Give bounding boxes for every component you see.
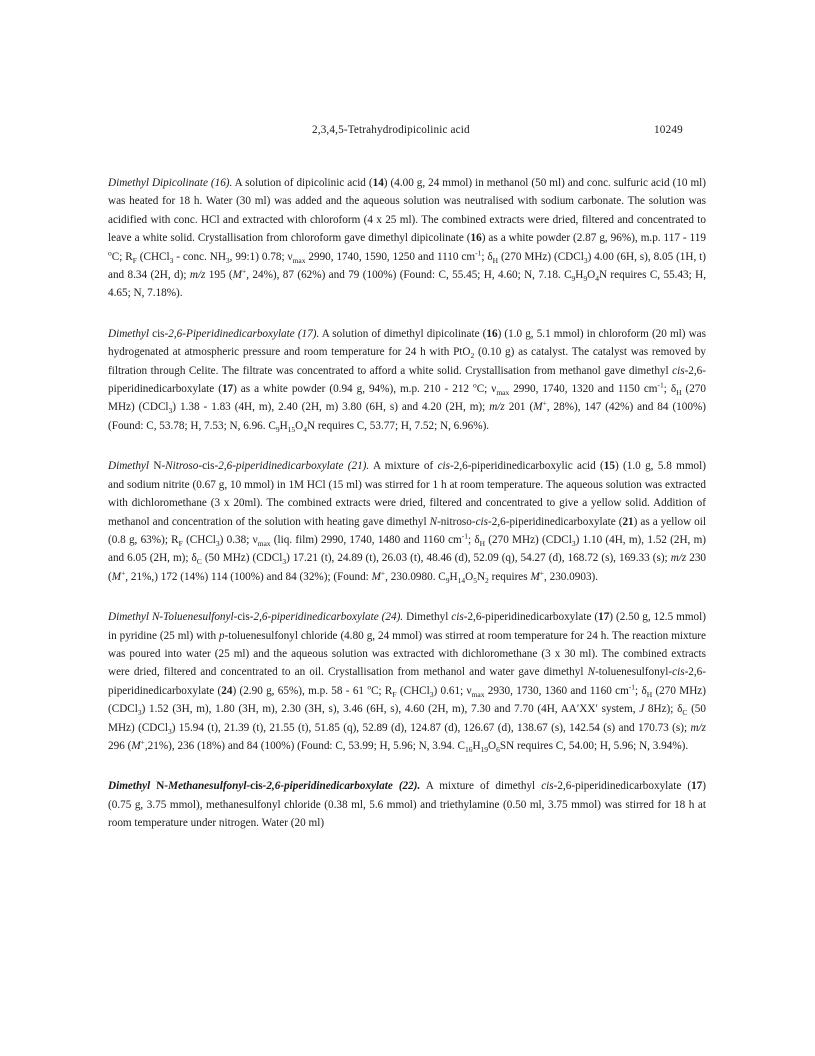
superscript: + bbox=[539, 567, 544, 577]
text-run: (270 MHz) (CDCl bbox=[108, 383, 706, 414]
text-run: ) (4.00 g, 24 mmol) in methanol (50 ml) and conc. sulfuric acid (10 ml) was heated for 18 h. Water (30 ml) was added and the aqueous solution was neutralised with sodium carbonate. The solution was acidified with conc. HCl and extracted with chloroform (4 x 25 ml). The combined extracts were dried, filtered and concentrated to leave a white solid. Crystallisation from chloroform gave dimethyl dipicolinate ( bbox=[108, 177, 706, 245]
text-run: -2,6-piperidinedicarboxylate ( bbox=[108, 666, 706, 697]
text-run: ) 1.52 (3H, m), 1.80 (3H, m), 2.30 (3H, s), 3.46 (6H, s), 4.60 (2H, m), 7.30 and 7.70 (4H, AA′XX′ system, bbox=[141, 703, 640, 716]
bold-run: 16 bbox=[470, 232, 482, 245]
subscript: 3 bbox=[168, 406, 173, 416]
text-run: C; R bbox=[371, 684, 393, 697]
italic-run: -Nitroso- bbox=[161, 460, 203, 473]
text-run: ) (2.50 g, 12.5 mmol) in pyridine (25 ml) with bbox=[108, 611, 706, 642]
subscript: 3 bbox=[215, 539, 220, 549]
superscript: + bbox=[380, 567, 386, 577]
italic-run: -2,6-piperidinedicarboxylate (21). bbox=[214, 460, 370, 473]
text-run: 296 ( bbox=[108, 739, 132, 752]
subscript: 9 bbox=[275, 425, 280, 435]
text-run: ) 0.61; ν bbox=[433, 684, 472, 697]
text-run: 2930, 1730, 1360 and 1160 cm bbox=[484, 684, 629, 697]
italic-run: M bbox=[111, 570, 122, 583]
bold-run: 21 bbox=[622, 515, 634, 528]
subscript: 16 bbox=[464, 745, 473, 755]
text-run: -2,6-piperidinedicarboxylate ( bbox=[463, 611, 599, 624]
text-run: (50 MHz) (CDCl bbox=[108, 703, 706, 734]
paragraph-dimethyl-n-toluenesulfonyl bbox=[108, 608, 706, 755]
bold-run: N bbox=[156, 780, 165, 793]
text-run: C; R bbox=[111, 250, 133, 263]
text-run: A mixture of dimethyl bbox=[420, 780, 542, 793]
text-run: H bbox=[575, 269, 584, 282]
text-run: C; ν bbox=[476, 383, 497, 396]
italic-run: M bbox=[371, 570, 381, 583]
text-run: ) 0.38; ν bbox=[219, 533, 258, 546]
italic-run: M bbox=[232, 269, 242, 282]
bold-italic-run: -Methanesulfonyl- bbox=[164, 780, 251, 793]
subscript: 3 bbox=[169, 255, 174, 265]
text-run: H bbox=[449, 570, 458, 583]
bold-run: 14 bbox=[372, 177, 384, 189]
italic-run: cis bbox=[672, 364, 685, 377]
text-run: ) 1.10 (4H, m), 1.52 (2H, m) and 6.05 (2H, m); δ bbox=[108, 533, 707, 565]
text-run: , 21%,) 172 (14%) 114 (100%) and 84 (32%); (Found: bbox=[125, 570, 372, 583]
text-run: -toluenesulfonyl chloride (4.80 g, 24 mmol) was stirred at room temperature for 24 h. The reaction mixture was poured into water (25 ml) and the aqueous solution was extracted with dichloromethane (3 x 30 ml). The combined extracts were dried, filtered and concentrated to an oil. Crystallisation from methanol and water gave dimethyl bbox=[108, 629, 707, 679]
text-run: 2990, 1740, 1590, 1250 and 1110 cm bbox=[305, 250, 476, 263]
italic-run: m/z bbox=[690, 721, 707, 734]
text-run: ) as a white powder (0.94 g, 94%), m.p. 210 - 212 bbox=[233, 383, 473, 396]
bold-italic-run: Dimethyl bbox=[108, 780, 157, 793]
italic-run: Dimethyl bbox=[108, 460, 154, 473]
running-title: 2,3,4,5-Tetrahydrodipicolinic acid bbox=[312, 124, 470, 136]
italic-run: M bbox=[131, 739, 141, 752]
text-run: , 230.0980. C bbox=[385, 570, 446, 583]
text-run: ) (1.0 g, 5.1 mmol) in chloroform (20 ml) was hydrogenated at atmospheric pressure and room temperature for 24 h with PtO bbox=[108, 327, 706, 359]
subscript: max bbox=[496, 388, 510, 398]
text-run: -2,6-piperidinedicarboxylate ( bbox=[108, 364, 706, 396]
text-run: A solution of dipicolinic acid ( bbox=[232, 177, 373, 189]
text-run: O bbox=[295, 419, 304, 432]
subscript: C bbox=[682, 708, 688, 718]
superscript: + bbox=[121, 567, 126, 577]
text-run: ,21%), 236 (18%) and 84 (100%) (Found: C, 53.99; H, 5.96; N, 3.94. C bbox=[144, 739, 465, 752]
bold-italic-run: -2,6-piperidinedicarboxylate (22). bbox=[262, 780, 421, 793]
running-header bbox=[0, 124, 815, 142]
superscript: -1 bbox=[657, 380, 664, 390]
superscript: + bbox=[542, 398, 547, 408]
italic-run: cis bbox=[672, 666, 685, 679]
italic-run: N bbox=[587, 666, 596, 679]
subscript: 3 bbox=[571, 539, 576, 549]
italic-run: cis bbox=[541, 780, 554, 793]
text-run: ) (2.90 g, 65%), m.p. 58 - 61 bbox=[232, 684, 368, 697]
paragraph-dimethyl-n-methanesulfonyl bbox=[108, 777, 706, 832]
bold-run: 17 bbox=[598, 611, 610, 624]
subscript: H bbox=[676, 388, 682, 398]
text-run: H bbox=[472, 739, 481, 752]
subscript: F bbox=[132, 255, 137, 265]
subscript: max bbox=[471, 689, 485, 699]
subscript: 3 bbox=[225, 255, 230, 265]
text-run: ; δ bbox=[663, 383, 677, 396]
text-run: cis bbox=[152, 327, 165, 340]
text-run: O bbox=[587, 269, 596, 282]
text-run: , 99:1) 0.78; ν bbox=[229, 250, 293, 263]
page-number: 10249 bbox=[654, 124, 683, 136]
subscript: 3 bbox=[429, 689, 434, 699]
text-run: - conc. NH bbox=[173, 250, 226, 263]
paragraph-dimethyl-dipicolinate bbox=[108, 174, 706, 303]
text-run: ) 15.94 (t), 21.39 (t), 21.55 (t), 51.85 (q), 52.89 (d), 124.87 (d), 126.67 (d), 138.67 (s), 142.54 (s) and 170.73 (s); bbox=[171, 721, 691, 734]
superscript: + bbox=[140, 737, 145, 747]
superscript: o bbox=[108, 247, 112, 257]
subscript: 3 bbox=[583, 255, 588, 265]
text-run: SN requires C, 54.00; H, 5.96; N, 3.94%). bbox=[499, 739, 689, 752]
text-run: 195 ( bbox=[205, 269, 233, 282]
italic-run: -2,6-Piperidinedicarboxylate (17). bbox=[164, 327, 320, 340]
italic-run: J bbox=[639, 703, 645, 716]
text-run: (CHCl bbox=[182, 533, 216, 546]
text-run: (liq. film) 2990, 1740, 1480 and 1160 cm bbox=[270, 533, 462, 546]
italic-run: m/z bbox=[189, 269, 206, 282]
subscript: max bbox=[292, 255, 306, 265]
bold-run: cis bbox=[250, 780, 263, 793]
superscript: -1 bbox=[628, 682, 636, 692]
subscript: H bbox=[492, 255, 499, 265]
superscript: -1 bbox=[475, 247, 482, 257]
subscript: 2 bbox=[470, 351, 475, 361]
text-run: ) as a yellow oil (0.8 g, 63%); R bbox=[108, 515, 706, 546]
subscript: 4 bbox=[595, 274, 599, 284]
superscript: + bbox=[241, 266, 247, 276]
text-run: 201 ( bbox=[504, 401, 534, 414]
bold-run: 16 bbox=[486, 327, 498, 340]
text-run: N bbox=[476, 570, 486, 583]
text-run: N requires C, 55.43; H, 4.65; N, 7.18%). bbox=[108, 269, 707, 300]
text-run: N bbox=[153, 460, 162, 473]
subscript: 5 bbox=[473, 575, 477, 585]
text-run: 2990, 1740, 1320 and 1150 cm bbox=[509, 383, 658, 396]
bold-run: 24 bbox=[221, 684, 233, 697]
text-run: -nitroso- bbox=[437, 515, 476, 528]
subscript: 9 bbox=[571, 274, 576, 284]
subscript: 15 bbox=[287, 425, 296, 435]
text-run: -toluenesulfonyl- bbox=[595, 666, 673, 679]
italic-run: Dimethyl bbox=[108, 327, 153, 340]
text-run: , 230.0903). bbox=[544, 570, 599, 583]
text-run: cis bbox=[237, 611, 250, 624]
italic-run: Dimethyl N-Toluenesulfonyl- bbox=[108, 611, 238, 624]
italic-run: Dimethyl Dipicolinate (16). bbox=[108, 177, 233, 189]
text-run: ) (0.75 g, 3.75 mmol), methanesulfonyl chloride (0.38 ml, 5.6 mmol) and triethylamine (0.50 ml, 3.75 mmol) was stirred for 18 h at room temperature under nitrogen. Water (20 ml) bbox=[108, 780, 706, 830]
text-run: ; δ bbox=[481, 250, 493, 263]
text-run: -2,6-piperidinedicarboxylic acid ( bbox=[450, 460, 604, 473]
text-run: ) 1.38 - 1.83 (4H, m), 2.40 (2H, m) 3.80 (6H, s) and 4.20 (2H, m); bbox=[172, 401, 490, 414]
subscript: F bbox=[178, 539, 183, 549]
superscript: o bbox=[472, 380, 477, 390]
paragraph-dimethyl-cis-piperidinedicarboxylate bbox=[108, 325, 706, 435]
text-run: , 24%), 87 (62%) and 79 (100%) (Found: C, 55.45; H, 4.60; N, 7.18. C bbox=[246, 269, 572, 282]
paragraph-dimethyl-n-nitroso bbox=[108, 457, 706, 586]
text-run: ) (1.0 g, 5.8 mmol) and sodium nitrite (0.67 g, 10 mmol) in 1M HCl (15 ml) was stirred for 1 h at room temperature. The aqueous solution was extracted with dichloromethane (3 x 20ml). The combined extracts were dried, filtered and concentrated to give a yellow solid. Addition of methanol and concentration of the solution with heating gave dimethyl bbox=[108, 460, 706, 528]
text-run: (CHCl bbox=[136, 250, 170, 263]
subscript: max bbox=[257, 539, 271, 549]
text-run: (270 MHz) (CDCl bbox=[498, 250, 584, 263]
bold-run: 15 bbox=[603, 460, 615, 473]
text-run: (270 MHz) (CDCl bbox=[485, 533, 572, 546]
text-run: -2,6-piperidinedicarboxylate ( bbox=[488, 515, 623, 528]
italic-run: p bbox=[219, 629, 225, 642]
subscript: F bbox=[392, 689, 397, 699]
italic-run: N bbox=[429, 515, 438, 528]
text-run: requires bbox=[488, 570, 531, 583]
italic-run: cis bbox=[437, 460, 450, 473]
text-run: (270 MHz) (CDCl bbox=[108, 684, 706, 716]
text-run: , 28%), 147 (42%) and 84 (100%) (Found: C, 53.78; H, 7.53; N, 6.96. C bbox=[108, 401, 706, 432]
subscript: 3 bbox=[282, 557, 287, 567]
text-run: (0.10 g) as catalyst. The catalyst was removed by filtration through Celite. The filtrate was concentrated to afford a white solid. Crystallisation from methanol gave dimethyl bbox=[108, 346, 706, 377]
text-run: N requires C, 53.77; H, 7.52; N, 6.96%). bbox=[307, 419, 490, 432]
text-run: H bbox=[279, 419, 288, 432]
superscript: -1 bbox=[461, 531, 468, 541]
text-run: ; δ bbox=[467, 533, 480, 546]
subscript: 19 bbox=[480, 745, 489, 755]
subscript: 3 bbox=[137, 708, 142, 718]
subscript: 9 bbox=[583, 274, 588, 284]
text-run: A mixture of bbox=[369, 460, 438, 473]
subscript: 3 bbox=[167, 726, 172, 736]
text-run: 230 ( bbox=[108, 552, 707, 583]
text-run: ; δ bbox=[635, 684, 647, 697]
subscript: 2 bbox=[485, 575, 489, 585]
subscript: 9 bbox=[445, 575, 450, 585]
text-run: Dimethyl bbox=[403, 611, 452, 624]
text-run: ) as a white powder (2.87 g, 96%), m.p. 117 - 119 bbox=[481, 232, 706, 245]
text-run: O bbox=[488, 739, 497, 752]
text-run: (CHCl bbox=[396, 684, 430, 697]
text-run: (50 MHz) (CDCl bbox=[201, 552, 283, 565]
text-run: cis bbox=[202, 460, 215, 473]
subscript: H bbox=[646, 689, 653, 699]
italic-run: m/z bbox=[670, 552, 687, 565]
subscript: 4 bbox=[303, 425, 308, 435]
bold-run: 17 bbox=[221, 383, 234, 396]
italic-run: cis bbox=[451, 611, 464, 624]
subscript: 14 bbox=[457, 575, 466, 585]
subscript: 6 bbox=[496, 745, 500, 755]
text-run: A solution of dimethyl dipicolinate ( bbox=[319, 327, 487, 340]
superscript: o bbox=[367, 682, 372, 692]
italic-run: -2,6-piperidinedicarboxylate (24). bbox=[249, 611, 404, 624]
subscript: C bbox=[196, 557, 202, 567]
text-run: ) 17.21 (t), 24.89 (t), 26.03 (t), 48.46 (d), 52.09 (q), 54.27 (d), 168.72 (s), 169.33 (s); bbox=[286, 552, 671, 565]
experimental-section bbox=[108, 174, 706, 855]
italic-run: M bbox=[533, 401, 543, 414]
bold-run: 17 bbox=[691, 780, 703, 793]
italic-run: m/z bbox=[489, 401, 505, 414]
text-run: 8Hz); δ bbox=[644, 703, 683, 716]
italic-run: cis bbox=[475, 515, 489, 528]
subscript: H bbox=[479, 539, 486, 549]
text-run: -2,6-piperidinedicarboxylate ( bbox=[553, 780, 692, 793]
text-run: O bbox=[465, 570, 474, 583]
italic-run: M bbox=[530, 570, 540, 583]
text-run: ) 4.00 (6H, s), 8.05 (1H, t) and 8.34 (2H, d); bbox=[108, 250, 706, 282]
